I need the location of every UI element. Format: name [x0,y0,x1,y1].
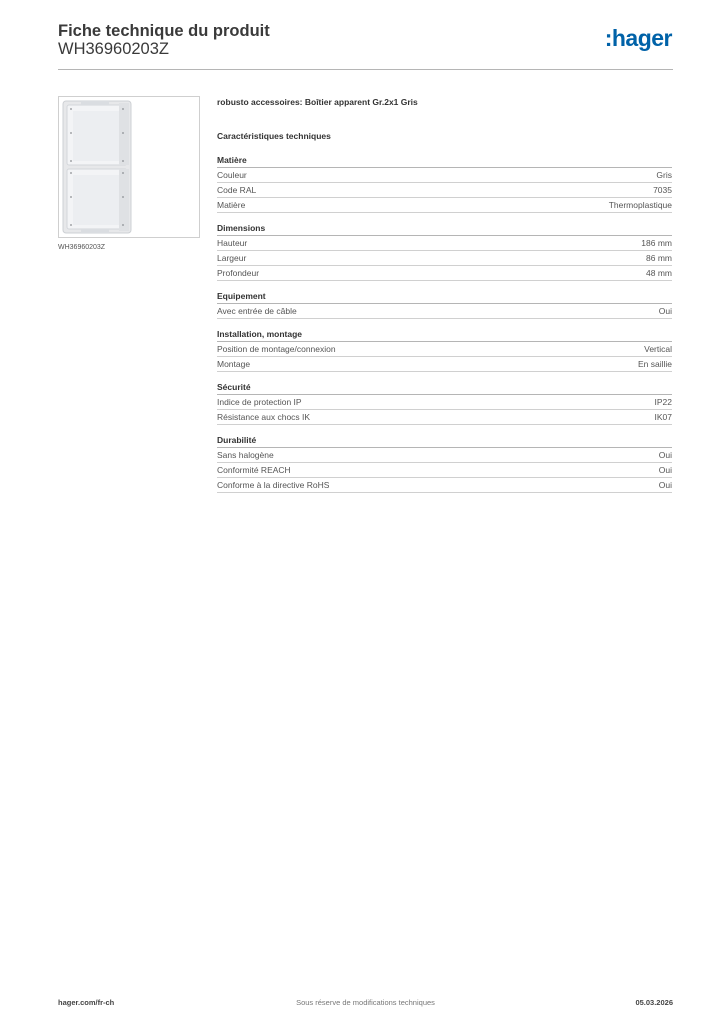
spec-label: Sans halogène [217,450,274,460]
spec-row [217,168,672,183]
section-title: Sécurité [217,381,672,395]
spec-section-durability [217,434,672,493]
spec-value: IP22 [654,397,672,407]
section-title: Equipement [217,290,672,304]
spec-row [217,395,672,410]
spec-value: 86 mm [646,253,672,263]
header-divider [58,69,673,70]
spec-value: Vertical [644,344,672,354]
spec-value: IK07 [654,412,672,422]
footer-website-link[interactable]: hager.com/fr-ch [58,998,115,1007]
spec-row [217,410,672,425]
page-title: Fiche technique du produit [58,22,270,40]
spec-row [217,183,672,198]
page-footer [58,998,673,1010]
spec-row [217,251,672,266]
product-reference: WH36960203Z [58,40,169,58]
spec-row [217,198,672,213]
hager-logo-text: :hager [604,25,672,51]
spec-label: Hauteur [217,238,248,248]
spec-row [217,342,672,357]
spec-value: Oui [658,480,672,490]
hager-logo [591,25,673,51]
product-details [217,96,672,493]
spec-value: Oui [658,450,672,460]
section-title: Matière [217,154,672,168]
spec-label: Conforme à la directive RoHS [217,480,330,490]
spec-row [217,357,672,372]
spec-label: Couleur [217,170,247,180]
spec-label: Indice de protection IP [217,397,302,407]
spec-label: Profondeur [217,268,260,278]
spec-section-installation [217,328,672,372]
spec-label: Code RAL [217,185,257,195]
spec-row [217,266,672,281]
spec-row [217,236,672,251]
spec-value: Oui [658,306,672,316]
spec-value: Oui [658,465,672,475]
product-image [58,96,200,238]
spec-value: Thermoplastique [608,200,672,210]
section-title: Durabilité [217,434,672,448]
spec-label: Conformité REACH [217,465,291,475]
image-caption: WH36960203Z [58,244,106,251]
spec-label: Largeur [217,253,247,263]
spec-section-equipment [217,290,672,319]
spec-value: Gris [656,170,672,180]
technical-characteristics-title: Caractéristiques techniques [217,131,331,141]
section-title: Dimensions [217,222,672,236]
spec-value: En saillie [637,359,672,369]
spec-label: Montage [217,359,251,369]
spec-label: Position de montage/connexion [217,344,336,354]
spec-row [217,463,672,478]
spec-section-safety [217,381,672,425]
spec-row [217,448,672,463]
footer-notice: Sous réserve de modifications techniques [296,998,435,1007]
spec-section-dimensions [217,222,672,281]
spec-label: Avec entrée de câble [217,306,297,316]
page-header [58,22,673,70]
section-title: Installation, montage [217,328,672,342]
spec-value: 48 mm [646,268,672,278]
wall-box-illustration [59,97,199,237]
spec-row [217,304,672,319]
footer-date: 05.03.2026 [635,998,673,1007]
spec-value: 7035 [653,185,672,195]
spec-label: Résistance aux chocs IK [217,412,311,422]
spec-section-material [217,154,672,213]
spec-label: Matière [217,200,246,210]
spec-row [217,478,672,493]
product-name: robusto accessoires: Boîtier apparent Gr.2x1 Gris [217,97,418,107]
spec-value: 186 mm [641,238,672,248]
